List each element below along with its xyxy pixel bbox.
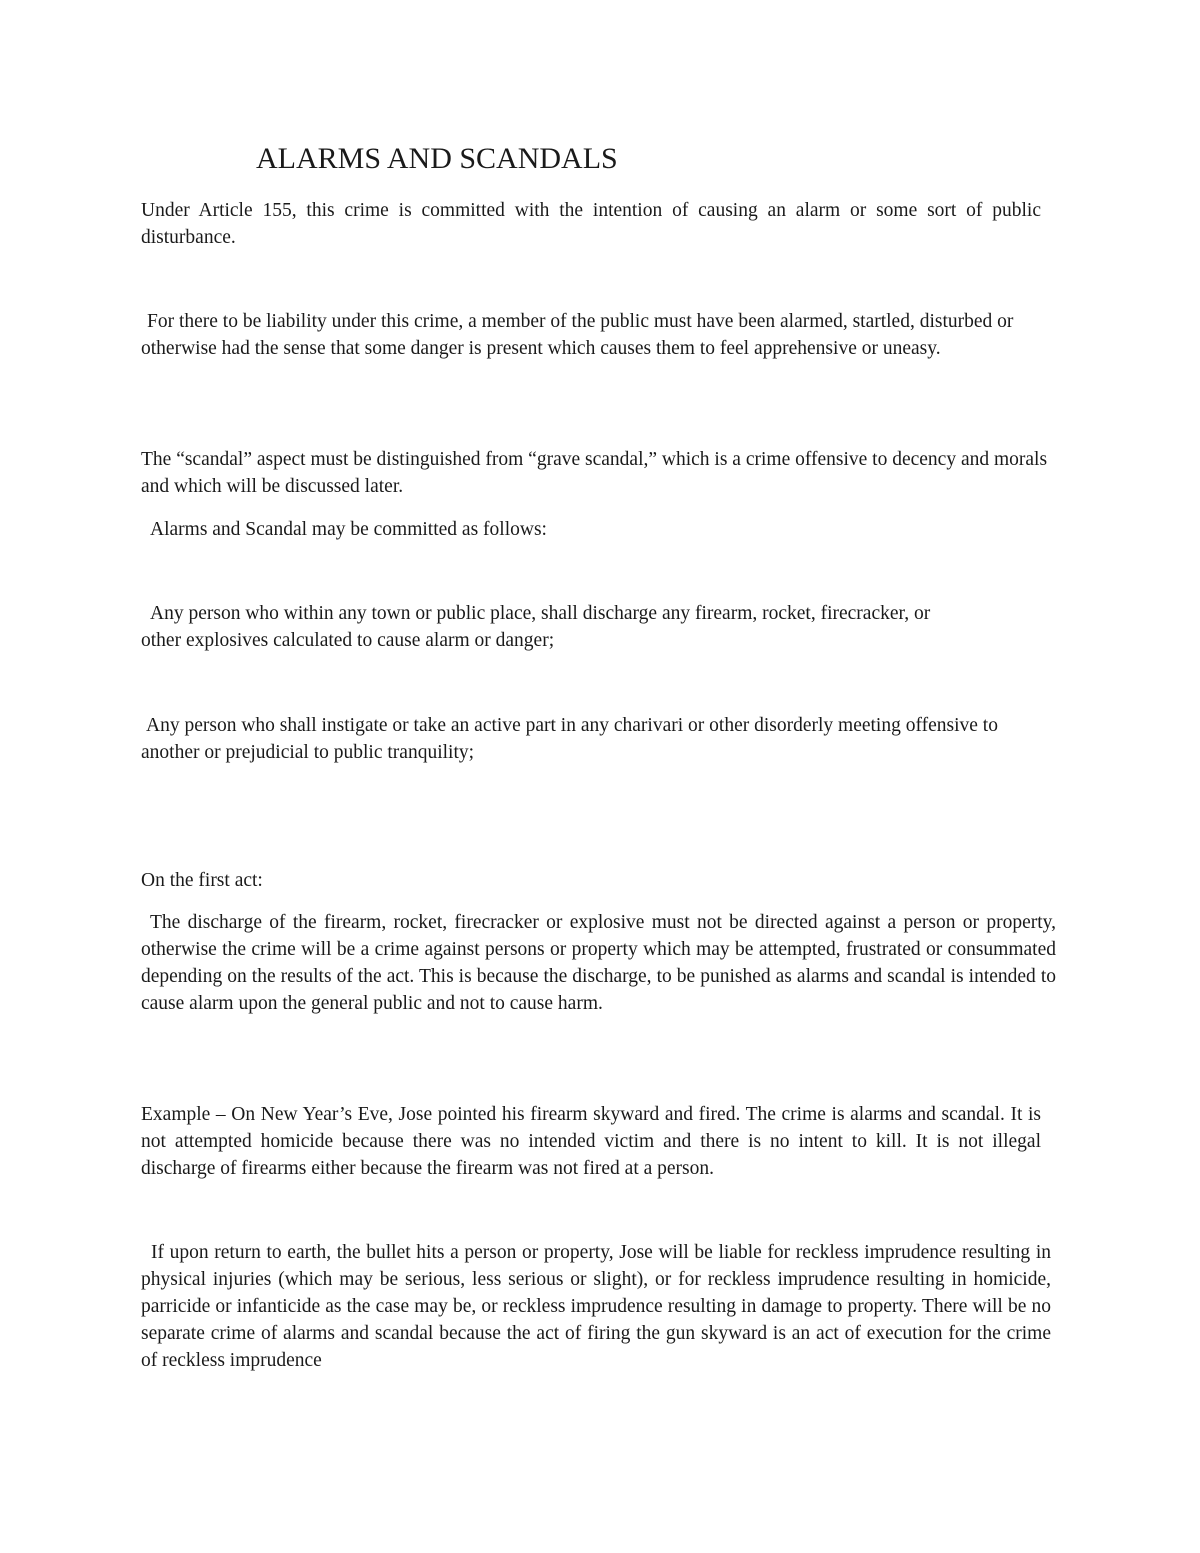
paragraph-liability: For there to be liability under this crime, a member of the public must have been alarmed, startled, disturbed or otherwise had the sense that some danger is present which causes them to feel apprehensive or uneasy. <box>141 311 1014 359</box>
document-title: ALARMS AND SCANDALS <box>256 142 618 175</box>
paragraph-article-155: Under Article 155, this crime is committed with the intention of causing an alarm or some sort of public disturbance. <box>141 200 1041 248</box>
paragraph-scandal-aspect: The “scandal” aspect must be distinguished from “grave scandal,” which is a crime offensive to decency and morals and which will be discussed later. <box>141 449 1048 497</box>
paragraph-first-mode: Any person who within any town or public place, shall discharge any firearm, rocket, firecracker, or other explosives calculated to cause alarm or danger; <box>141 603 931 651</box>
paragraph-bullet-return: If upon return to earth, the bullet hits a person or property, Jose will be liable for reckless imprudence resulting in physical injuries (which may be serious, less serious or slight), or for reckless imprudence resulting in homicide, parricide or infanticide as the case may be, or reckless imprudence resulting in damage to property. There will be no separate crime of alarms and scandal because the act of firing the gun skyward is an act of execution for the crime of reckless imprudence <box>141 1242 1051 1371</box>
paragraph-discharge: The discharge of the firearm, rocket, firecracker or explosive must not be directed against a person or property, otherwise the crime will be a crime against persons or property which may be attempted, frustrated or consummated depending on the results of the act. This is because the discharge, to be punished as alarms and scandal is intended to cause alarm upon the general public and not to cause harm. <box>141 912 1056 1014</box>
paragraph-committed-as-follows: Alarms and Scandal may be committed as follows: <box>150 519 547 540</box>
paragraph-first-act-heading: On the first act: <box>141 870 263 891</box>
paragraph-example: Example – On New Year’s Eve, Jose pointed his firearm skyward and fired. The crime is alarms and scandal. It is not attempted homicide because there was no intended victim and there is no intent to kill. It is not illegal discharge of firearms either because the firearm was not fired at a person. <box>141 1104 1041 1179</box>
paragraph-second-mode: Any person who shall instigate or take an active part in any charivari or other disorderly meeting offensive to another or prejudicial to public tranquility; <box>141 715 998 763</box>
